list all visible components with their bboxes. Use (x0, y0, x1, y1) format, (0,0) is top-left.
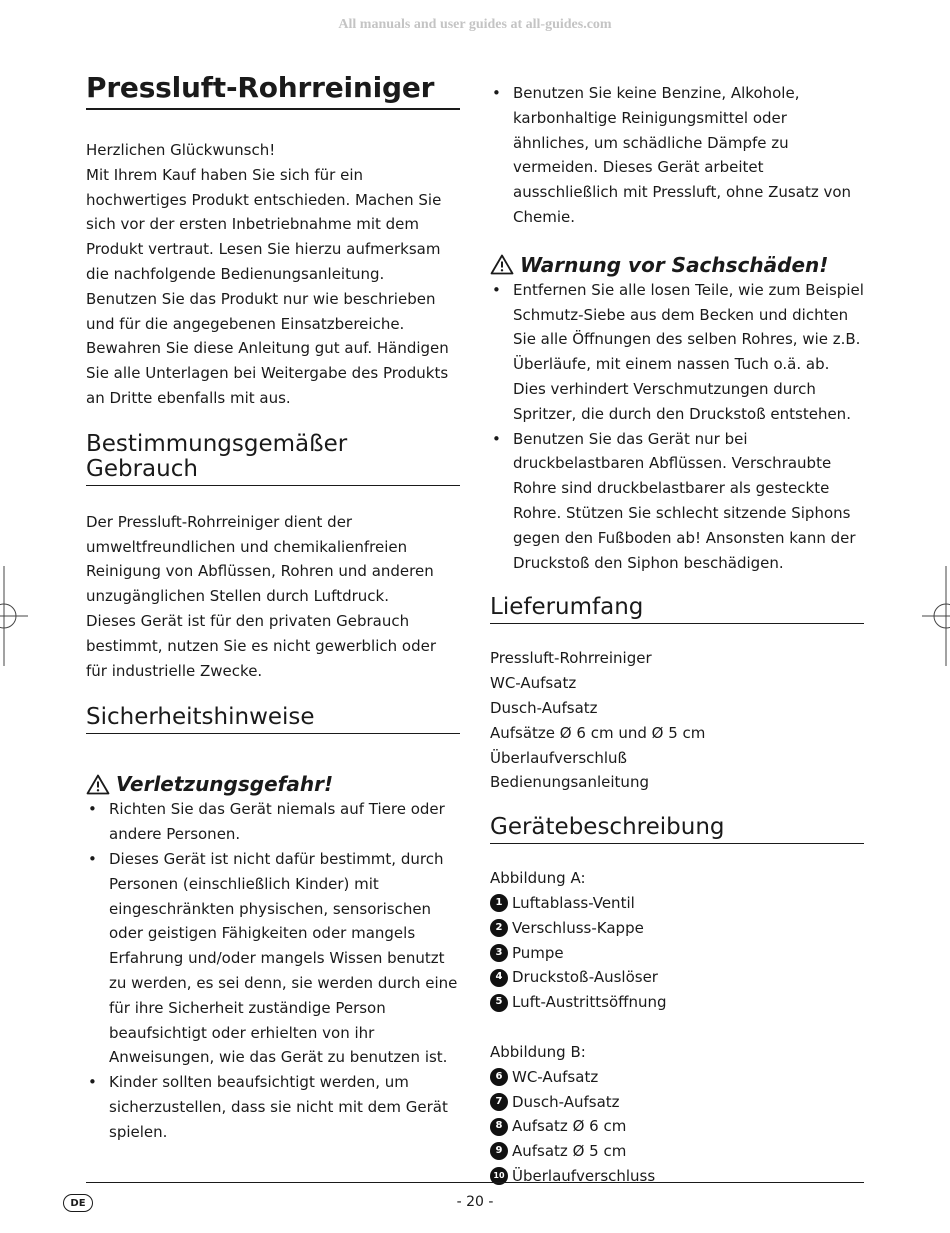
part-label: Überlaufverschluss (512, 1166, 656, 1185)
heading-sicherheit: Sicherheitshinweise (86, 705, 460, 734)
list-item: • Benutzen Sie das Gerät nur bei druckbelastbaren Abflüssen. Verschraubte Rohre sind druckbelastbarer als gesteckte Rohre. Stützen Sie schlecht sitzende Siphons gegen den Fußboden ab! Ansonsten kann der Druckstoß den Siphon beschädigen. (490, 427, 864, 576)
list-item: Bedienungsanleitung (490, 773, 649, 792)
chemicals-list (490, 81, 864, 230)
list-item (490, 990, 864, 1015)
page-number: - 20 - (456, 1194, 494, 1210)
part-label: Dusch-Aufsatz (512, 1092, 620, 1111)
heading-lieferumfang: Lieferumfang (490, 595, 864, 624)
crop-mark-right (920, 566, 950, 666)
heading-bestimmung (86, 432, 460, 486)
number-badge: 3 (490, 944, 508, 962)
list-item: • Benutzen Sie keine Benzine, Alkohole, karbonhaltige Reinigungsmittel oder ähnliches, um schädliche Dämpfe zu vermeiden. Dieses Gerät arbeitet ausschließlich mit Pressluft, ohne Zusatz von Chemie. (490, 81, 864, 230)
intro-paragraph: Mit Ihrem Kauf haben Sie sich für ein hochwertiges Produkt entschieden. Machen Sie sich vor der ersten Inbetriebnahme mit dem Produkt vertraut. Lesen Sie hierzu aufmerksam die nachfolgende Bedienungsanleitung. Benutzen Sie das Produkt nur wie beschrieben und für die angegebenen Einsatzbereiche. Bewahren Sie diese Anleitung gut auf. Händigen Sie alle Unterlagen bei Weitergabe des Produkts an Dritte ebenfalls mit aus. (86, 165, 449, 407)
list-item: Dusch-Aufsatz (490, 698, 598, 717)
number-badge: 2 (490, 919, 508, 937)
number-badge: 1 (490, 894, 508, 912)
part-label: Druckstoß-Auslöser (512, 968, 658, 987)
number-badge: 9 (490, 1142, 508, 1160)
intro-greeting: Herzlichen Glückwunsch! (86, 141, 276, 159)
figure-b-label: Abbildung B: (490, 1042, 586, 1061)
list-item (490, 941, 864, 966)
heading-geraetebeschreibung: Gerätebeschreibung (490, 815, 864, 844)
warning-triangle-icon (490, 254, 514, 275)
list-item: • Dieses Gerät ist nicht dafür bestimmt, durch Personen (einschließlich Kinder) mit eingeschränkten physischen, sensorischen oder geistigen Fähigkeiten oder mangels Erfahrung und/oder mangels Wissen benutzt zu werden, es sei denn, sie werden durch eine für ihre Sicherheit zuständige Person beaufsichtigt oder erhielten von ihr Anweisungen, wie das Gerät zu benutzen ist. (86, 847, 460, 1070)
list-item: • Entfernen Sie alle losen Teile, wie zum Beispiel Schmutz-Siebe aus dem Becken und dichten Sie alle Öffnungen des selben Rohres, wie z.B. Überläufe, mit einem nassen Tuch o.ä. ab. Dies verhindert Verschmutzungen durch Spritzer, die durch den Druckstoß entstehen. (490, 278, 864, 427)
bestimmung-paragraph-1: Der Pressluft-Rohrreiniger dient der umweltfreundlichen und chemikalienfreien Reinigung von Abflüssen, Rohren und anderen unzugänglichen Stellen durch Luftdruck. (86, 512, 434, 606)
heading-bestimmung-line2: Gebrauch (86, 455, 198, 482)
list-item (490, 916, 864, 941)
number-badge: 10 (490, 1167, 508, 1185)
number-badge: 6 (490, 1068, 508, 1086)
list-item: WC-Aufsatz (490, 674, 577, 693)
bestimmung-paragraph-2: Dieses Gerät ist für den privaten Gebrauch bestimmt, nutzen Sie es nicht gewerblich oder für industrielle Zwecke. (86, 611, 436, 680)
part-label: Aufsatz Ø 6 cm (512, 1117, 627, 1136)
list-item (490, 1139, 864, 1164)
figure-b-list (490, 1065, 864, 1189)
right-column (490, 81, 864, 1189)
list-item: • Richten Sie das Gerät niemals auf Tiere oder andere Personen. (86, 797, 460, 847)
list-item (490, 1114, 864, 1139)
number-badge: 5 (490, 994, 508, 1012)
figure-a-list (490, 891, 864, 1015)
list-item: Überlaufverschluß (490, 748, 628, 767)
part-label: WC-Aufsatz (512, 1067, 599, 1086)
number-badge: 8 (490, 1118, 508, 1136)
language-badge: DE (63, 1194, 93, 1212)
crop-mark-left (0, 566, 30, 666)
number-badge: 4 (490, 969, 508, 987)
part-label: Verschluss-Kappe (512, 918, 644, 937)
list-item: Aufsätze Ø 6 cm und Ø 5 cm (490, 723, 706, 742)
sachschaden-list (490, 278, 864, 576)
watermark: All manuals and user guides at all-guides.com (338, 17, 612, 32)
list-item (490, 1065, 864, 1090)
page-title: Pressluft-Rohrreiniger (86, 70, 460, 110)
part-label: Pumpe (512, 943, 564, 962)
warning-triangle-icon (86, 774, 110, 795)
left-column (86, 70, 460, 1145)
sicherheit-list (86, 797, 460, 1144)
warning-property-title: Warnung vor Sachschäden! (520, 252, 829, 277)
part-label: Luft-Austrittsöffnung (512, 993, 667, 1012)
list-item: • Kinder sollten beaufsichtigt werden, um sicherzustellen, dass sie nicht mit dem Gerät spielen. (86, 1070, 460, 1144)
part-label: Luftablass-Ventil (512, 893, 635, 912)
heading-bestimmung-line1: Bestimmungsgemäßer (86, 430, 348, 457)
warning-property (490, 252, 864, 278)
list-item (490, 965, 864, 990)
warning-injury (86, 771, 460, 797)
list-item (490, 1164, 864, 1189)
lieferumfang-list (490, 646, 864, 795)
list-item (490, 891, 864, 916)
part-label: Aufsatz Ø 5 cm (512, 1142, 627, 1161)
list-item: Pressluft-Rohrreiniger (490, 649, 652, 668)
list-item (490, 1090, 864, 1115)
warning-injury-title: Verletzungsgefahr! (116, 772, 334, 797)
figure-a-label: Abbildung A: (490, 869, 586, 888)
footer-divider (86, 1182, 864, 1183)
number-badge: 7 (490, 1093, 508, 1111)
